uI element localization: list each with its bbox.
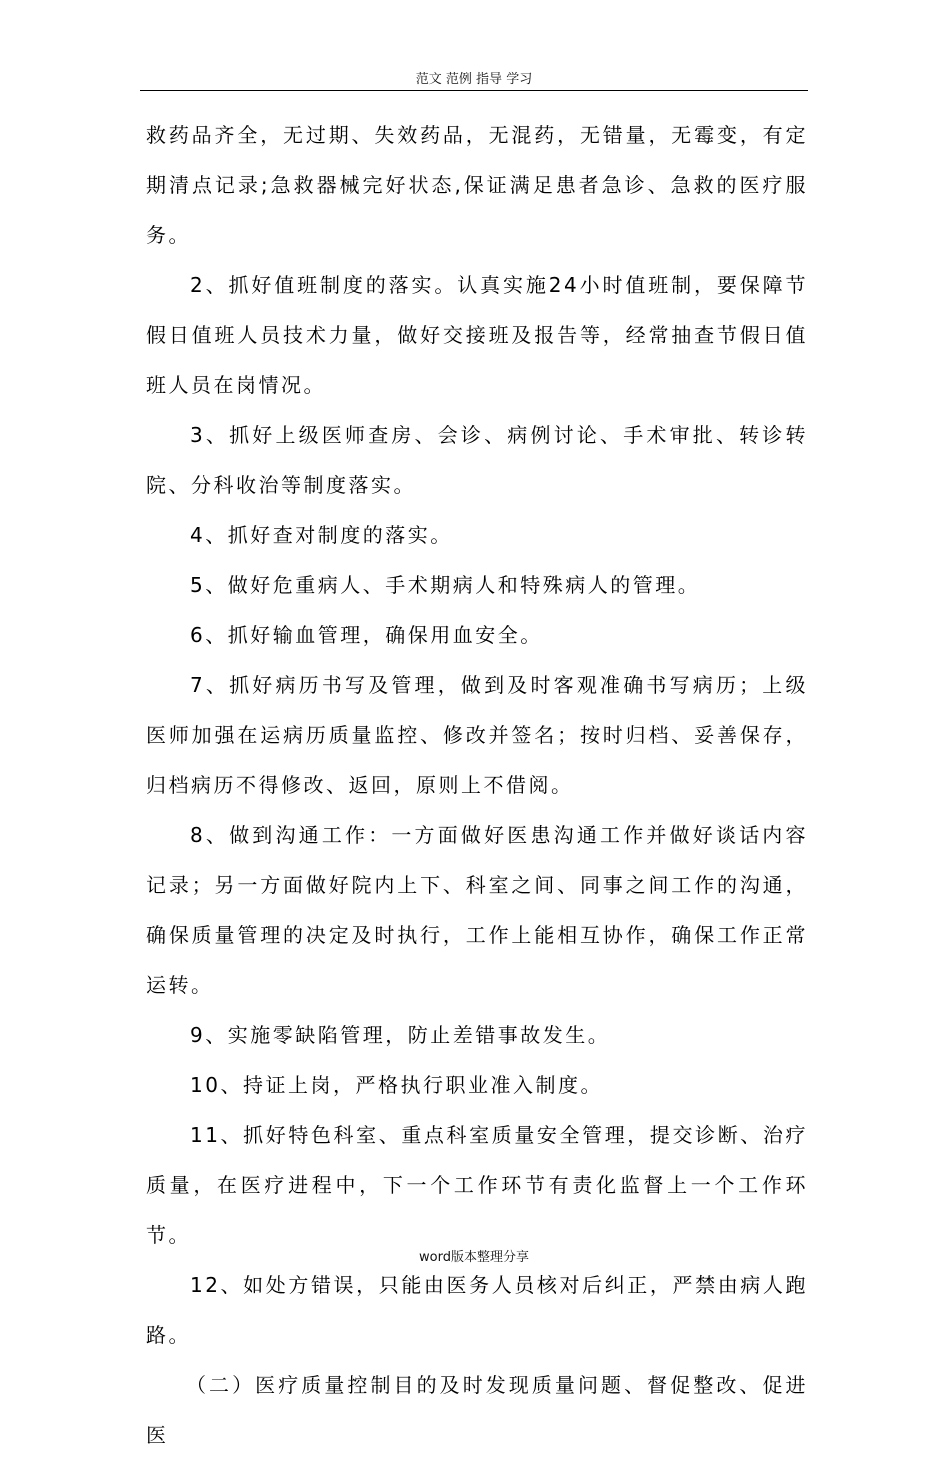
section-heading-2: （二）医疗质量控制目的及时发现质量问题、督促整改、促进医 bbox=[146, 1373, 808, 1447]
paragraph-item-10: 10、持证上岗，严格执行职业准入制度。 bbox=[190, 1073, 603, 1097]
paragraph-item-3: 3、抓好上级医师查房、会诊、病例讨论、手术审批、转诊转院、分科收治等制度落实。 bbox=[146, 423, 808, 497]
paragraph-item-4: 4、抓好查对制度的落实。 bbox=[190, 523, 453, 547]
page-header: 范文 范例 指导 学习 bbox=[415, 72, 533, 87]
paragraph-item-7: 7、抓好病历书写及管理，做到及时客观准确书写病历；上级医师加强在运病历质量监控、修改并签名；按时归档、妥善保存，归档病历不得修改、返回，原则上不借阅。 bbox=[146, 673, 808, 797]
page-footer: word版本整理分享 bbox=[419, 1250, 529, 1265]
paragraph-item-6: 6、抓好输血管理，确保用血安全。 bbox=[190, 623, 543, 647]
paragraph-item-12: 12、如处方错误，只能由医务人员核对后纠正，严禁由病人跑路。 bbox=[146, 1273, 808, 1347]
paragraph-item-2: 2、抓好值班制度的落实。认真实施24小时值班制，要保障节假日值班人员技术力量，做好交接班及报告等，经常抽查节假日值班人员在岗情况。 bbox=[146, 273, 808, 397]
header-divider bbox=[140, 90, 808, 91]
paragraph-item-9: 9、实施零缺陷管理，防止差错事故发生。 bbox=[190, 1023, 611, 1047]
paragraph-item-8: 8、做到沟通工作：一方面做好医患沟通工作并做好谈话内容记录；另一方面做好院内上下、科室之间、同事之间工作的沟通，确保质量管理的决定及时执行，工作上能相互协作，确保工作正常运转。 bbox=[146, 823, 808, 997]
paragraph-item-5: 5、做好危重病人、手术期病人和特殊病人的管理。 bbox=[190, 573, 701, 597]
paragraph-continuation: 救药品齐全，无过期、失效药品，无混药，无错量，无霉变，有定期清点记录;急救器械完好状态,保证满足患者急诊、急救的医疗服务。 bbox=[146, 123, 808, 247]
paragraph-item-11: 11、抓好特色科室、重点科室质量安全管理，提交诊断、治疗质量，在医疗进程中，下一个工作环节有责化监督上一个工作环节。 bbox=[146, 1123, 808, 1247]
